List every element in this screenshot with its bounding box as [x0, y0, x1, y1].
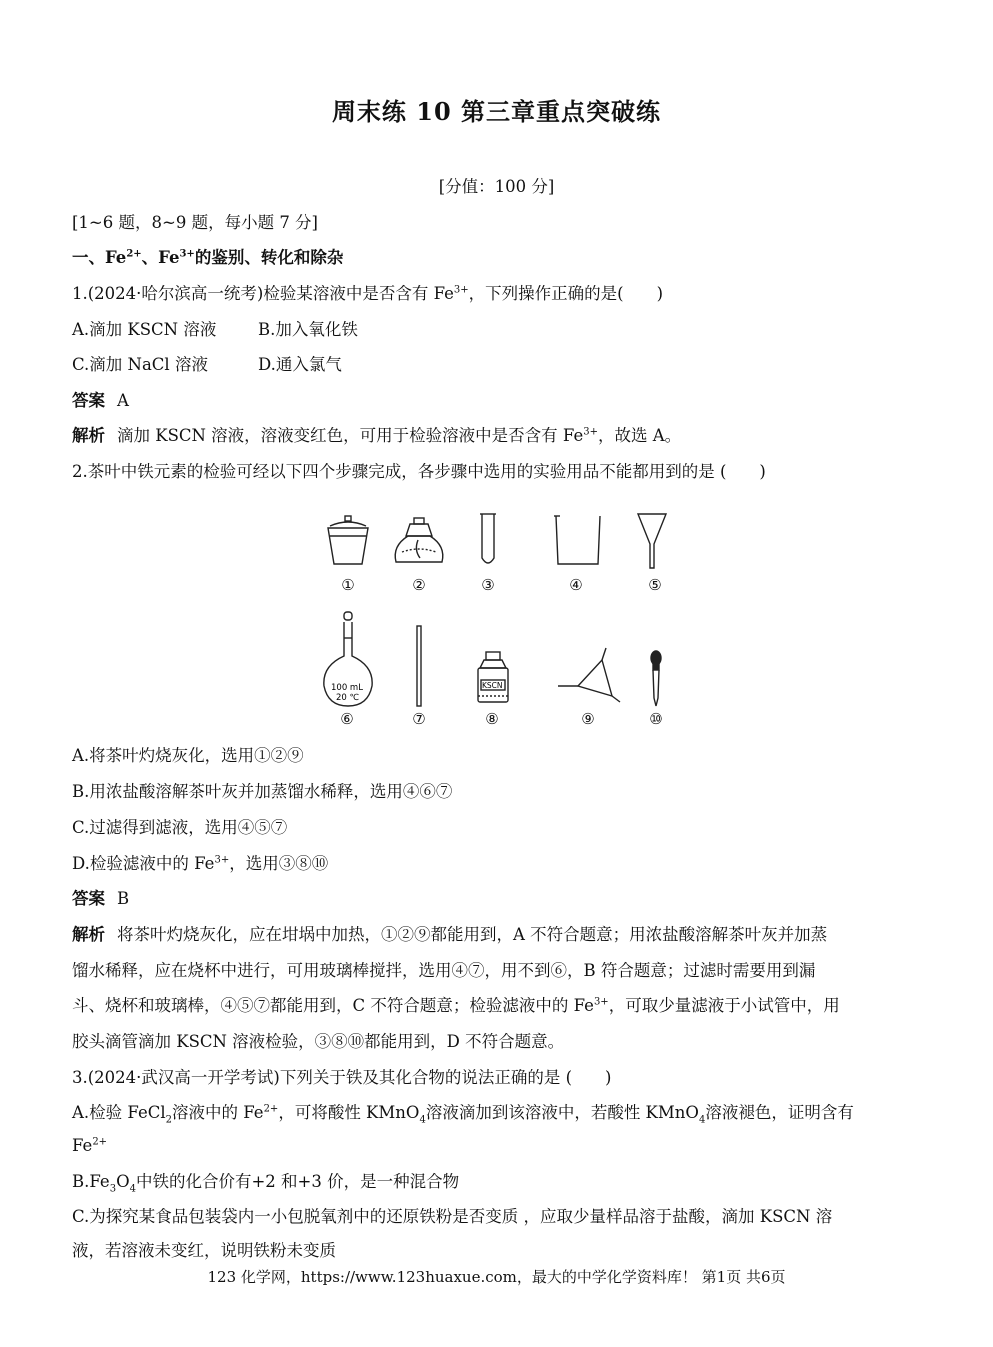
question-2-option-b: B.用浓盐酸溶解茶叶灰并加蒸馏水稀释，选用④⑥⑦ [72, 782, 453, 801]
test-tube-icon [480, 514, 496, 563]
bottle-label: KSCN [482, 681, 503, 690]
figure-number-5: ⑤ [648, 576, 662, 594]
question-2-option-c: C.过滤得到滤液，选用④⑤⑦ [72, 818, 288, 837]
question-3-stem: 3.(2024·武汉高一开学考试)下列关于铁及其化合物的说法正确的是 ( ) [72, 1068, 612, 1087]
answer-2: 答案 B [72, 889, 130, 908]
dropper-icon [651, 651, 661, 706]
apparatus-drawing [310, 506, 690, 736]
analysis-label: 解析 [72, 426, 105, 445]
figure-number-4: ④ [569, 576, 583, 594]
question-2-option-a: A.将茶叶灼烧灰化，选用①②⑨ [72, 746, 304, 765]
question-2-option-d: D.检验滤液中的 $Fe^{3+}$，选用③⑧⑩ [72, 854, 329, 873]
answer-label: 答案 [72, 391, 105, 410]
figure-number-7: ⑦ [412, 710, 426, 728]
option-a: A.滴加 KSCN 溶液 [72, 320, 217, 339]
question-1-stem: 1.(2024·哈尔滨高一统考)检验某溶液中是否含有 $Fe^{3+}$，下列操作正确的是( ) [72, 284, 664, 303]
lab-apparatus-figure [310, 506, 690, 736]
figure-number-2: ② [412, 576, 426, 594]
clay-triangle-icon [558, 648, 620, 702]
option-d: D.通入氯气 [258, 355, 342, 374]
glass-rod-icon [417, 626, 421, 706]
answer-1: 答案 A [72, 391, 129, 410]
page-footer: 123 化学网，https://www.123huaxue.com，最大的中学化学资料库！ 第1页 共6页 [207, 1268, 786, 1286]
question-3-option-a-line-2: $Fe^{2+}$ [72, 1136, 108, 1155]
analysis-2-line-1: 解析 将茶叶灼烧灰化，应在坩埚中加热，①②⑨都能用到，A 不符合题意；用浓盐酸溶解茶叶灰并加蒸 [72, 925, 828, 944]
instruction: [1~6 题，8~9 题，每小题 7 分] [72, 213, 318, 232]
option-b: B.加入氧化铁 [258, 320, 358, 339]
figure-number-10: ⑩ [649, 710, 663, 728]
beaker-icon [554, 516, 600, 564]
crucible-icon [328, 516, 368, 564]
funnel-icon [638, 514, 666, 568]
answer-label: 答案 [72, 889, 105, 908]
analysis-2-line-4: 胶头滴管滴加 KSCN 溶液检验，③⑧⑩都能用到，D 不符合题意。 [72, 1032, 565, 1051]
flask-temp-label: 20 ℃ [336, 693, 360, 703]
figure-number-6: ⑥ [340, 710, 354, 728]
score-info: [分值：100 分] [438, 177, 555, 196]
analysis-2-line-3: 斗、烧杯和玻璃棒，④⑤⑦都能用到，C 不符合题意；检验滤液中的 $Fe^{3+}$，可取少量滤液于小试管中，用 [72, 996, 840, 1015]
flask-volume-label: 100 mL [331, 683, 363, 693]
figure-number-8: ⑧ [485, 710, 499, 728]
analysis-1: 解析 滴加 KSCN 溶液，溶液变红色，可用于检验溶液中是否含有 $Fe^{3+}$，故选 A。 [72, 426, 682, 445]
figure-number-9: ⑨ [581, 710, 595, 728]
analysis-label: 解析 [72, 925, 105, 944]
figure-number-1: ① [341, 576, 355, 594]
figure-number-3: ③ [481, 576, 495, 594]
question-1-options-ab [72, 319, 922, 341]
question-1-options-cd [72, 354, 922, 376]
section-heading: 一、$Fe^{2+}$、$Fe^{3+}$的鉴别、转化和除杂 [72, 248, 344, 267]
option-c: C.滴加 NaCl 溶液 [72, 355, 208, 374]
question-3-option-c-line-1: C.为探究某食品包装袋内一小包脱氧剂中的还原铁粉是否变质 ，应取少量样品溶于盐酸，滴加 KSCN 溶 [72, 1207, 833, 1226]
question-3-option-c-line-2: 液，若溶液未变红，说明铁粉未变质 [72, 1241, 336, 1260]
question-3-option-b: $B.Fe_3O_4$中铁的化合价有+2 和+3 价，是一种混合物 [72, 1172, 460, 1195]
reagent-bottle-icon [478, 652, 508, 702]
page-title: 周末练 10 第三章重点突破练 [331, 97, 662, 126]
question-3-option-a-line-1: A.检验 FeCl$_2$溶液中的 $Fe^{2+}$，可将酸性 KMnO$_4$溶液滴加到该溶液中，若酸性 KMnO$_4$溶液褪色，证明含有 [72, 1103, 854, 1126]
alcohol-lamp-icon [395, 518, 443, 562]
analysis-2-line-2: 馏水稀释，应在烧杯中进行，可用玻璃棒搅拌，选用④⑦，用不到⑥，B 符合题意；过滤时需要用到漏 [72, 961, 816, 980]
question-2-stem: 2.茶叶中铁元素的检验可经以下四个步骤完成，各步骤中选用的实验用品不能都用到的是 ( ) [72, 462, 766, 481]
